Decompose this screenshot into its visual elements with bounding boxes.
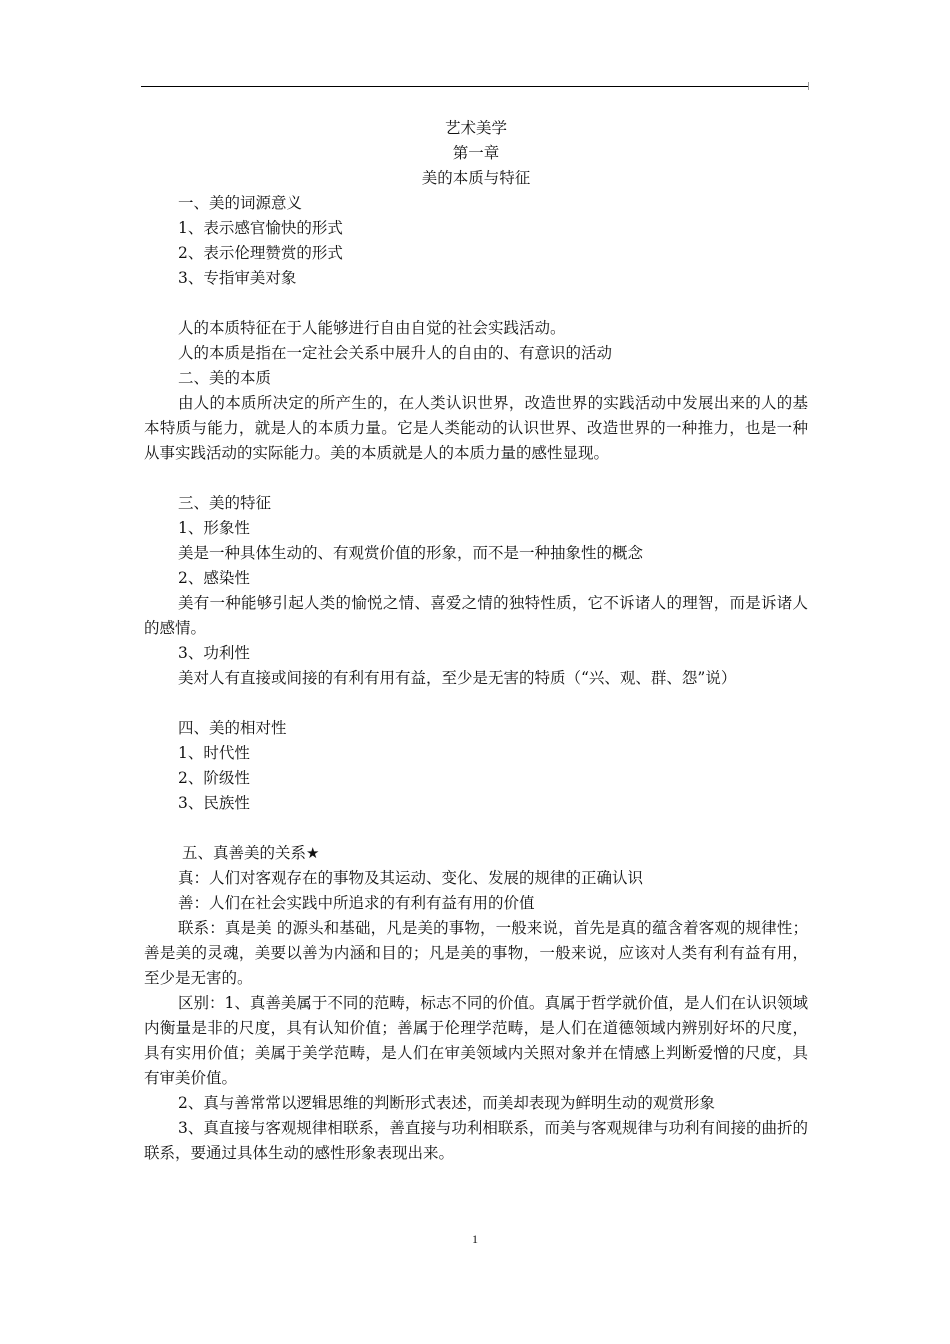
- blank-line: [144, 291, 808, 316]
- star-icon: ★: [306, 844, 320, 862]
- section-3-heading: 三、美的特征: [178, 494, 272, 512]
- list-item: 2、阶级性: [178, 769, 250, 787]
- paragraph: 3、真直接与客观规律相联系，善直接与功利相联系，而美与客观规律与功利有间接的曲折的联系，要通过具体生动的感性形象表现出来。: [144, 1119, 808, 1162]
- list-item: 2、表示伦理赞赏的形式: [178, 244, 343, 262]
- blank-line: [144, 691, 808, 716]
- paragraph: 区别：1、真善美属于不同的范畴，标志不同的价值。真属于哲学就价值，是人们在认识领域内衡量是非的尺度，具有认知价值；善属于伦理学范畴，是人们在道德领域内辨别好坏的尺度，具有实用价值；美属于美学范畴，是人们在审美领域内关照对象并在情感上判断爱憎的尺度，具有审美价值。: [144, 994, 808, 1087]
- section-5-heading-text: 五、真善美的关系: [182, 844, 307, 862]
- sub-heading: 2、感染性: [178, 569, 250, 587]
- section-2-heading: 二、美的本质: [178, 369, 272, 387]
- header-rule: [141, 86, 809, 87]
- section-1-heading: 一、美的词源意义: [178, 194, 303, 212]
- paragraph: 联系：真是美 的源头和基础，凡是美的事物，一般来说，首先是真的蕴含着客观的规律性；善是美的灵魂，美要以善为内涵和目的；凡是美的事物，一般来说，应该对人类有利有益有用，至少是无害的。: [144, 919, 808, 987]
- sub-heading: 1、形象性: [178, 519, 250, 537]
- paragraph: 真：人们对客观存在的事物及其运动、变化、发展的规律的正确认识: [178, 869, 644, 887]
- paragraph: 由人的本质所决定的所产生的，在人类认识世界，改造世界的实践活动中发展出来的人的基本特质与能力，就是人的本质力量。它是人类能动的认识世界、改造世界的一种推力，也是一种从事实践活动的实际能力。美的本质就是人的本质力量的感性显现。: [144, 394, 808, 462]
- list-item: 1、时代性: [178, 744, 250, 762]
- sub-heading: 3、功利性: [178, 644, 250, 662]
- header-mark: [808, 82, 810, 90]
- paragraph: 美对人有直接或间接的有利有用有益，至少是无害的特质（“兴、观、群、怨”说）: [178, 669, 737, 687]
- list-item: 1、表示感官愉快的形式: [178, 219, 343, 237]
- list-item: 3、专指审美对象: [178, 269, 297, 287]
- page-number: 1: [472, 1232, 478, 1246]
- document-body: [144, 116, 808, 1166]
- document-title: 艺术美学: [444, 119, 507, 137]
- section-5-heading: [144, 841, 808, 866]
- paragraph: 美是一种具体生动的、有观赏价值的形象，而不是一种抽象性的概念: [178, 544, 644, 562]
- paragraph: 善：人们在社会实践中所追求的有利有益有用的价值: [178, 894, 535, 912]
- section-4-heading: 四、美的相对性: [178, 719, 287, 737]
- note-line: 人的本质是指在一定社会关系中展升人的自由的、有意识的活动: [178, 344, 613, 362]
- list-item: 3、民族性: [178, 794, 250, 812]
- blank-line: [144, 816, 808, 841]
- note-line: 人的本质特征在于人能够进行自由自觉的社会实践活动。: [178, 319, 566, 337]
- paragraph: 2、真与善常常以逻辑思维的判断形式表述，而美却表现为鲜明生动的观赏形象: [178, 1094, 715, 1112]
- paragraph: 美有一种能够引起人类的愉悦之情、喜爱之情的独特性质，它不诉诸人的理智，而是诉诸人的感情。: [144, 594, 808, 637]
- blank-line: [144, 466, 808, 491]
- chapter-title: 美的本质与特征: [421, 169, 531, 187]
- chapter-number: 第一章: [452, 144, 500, 162]
